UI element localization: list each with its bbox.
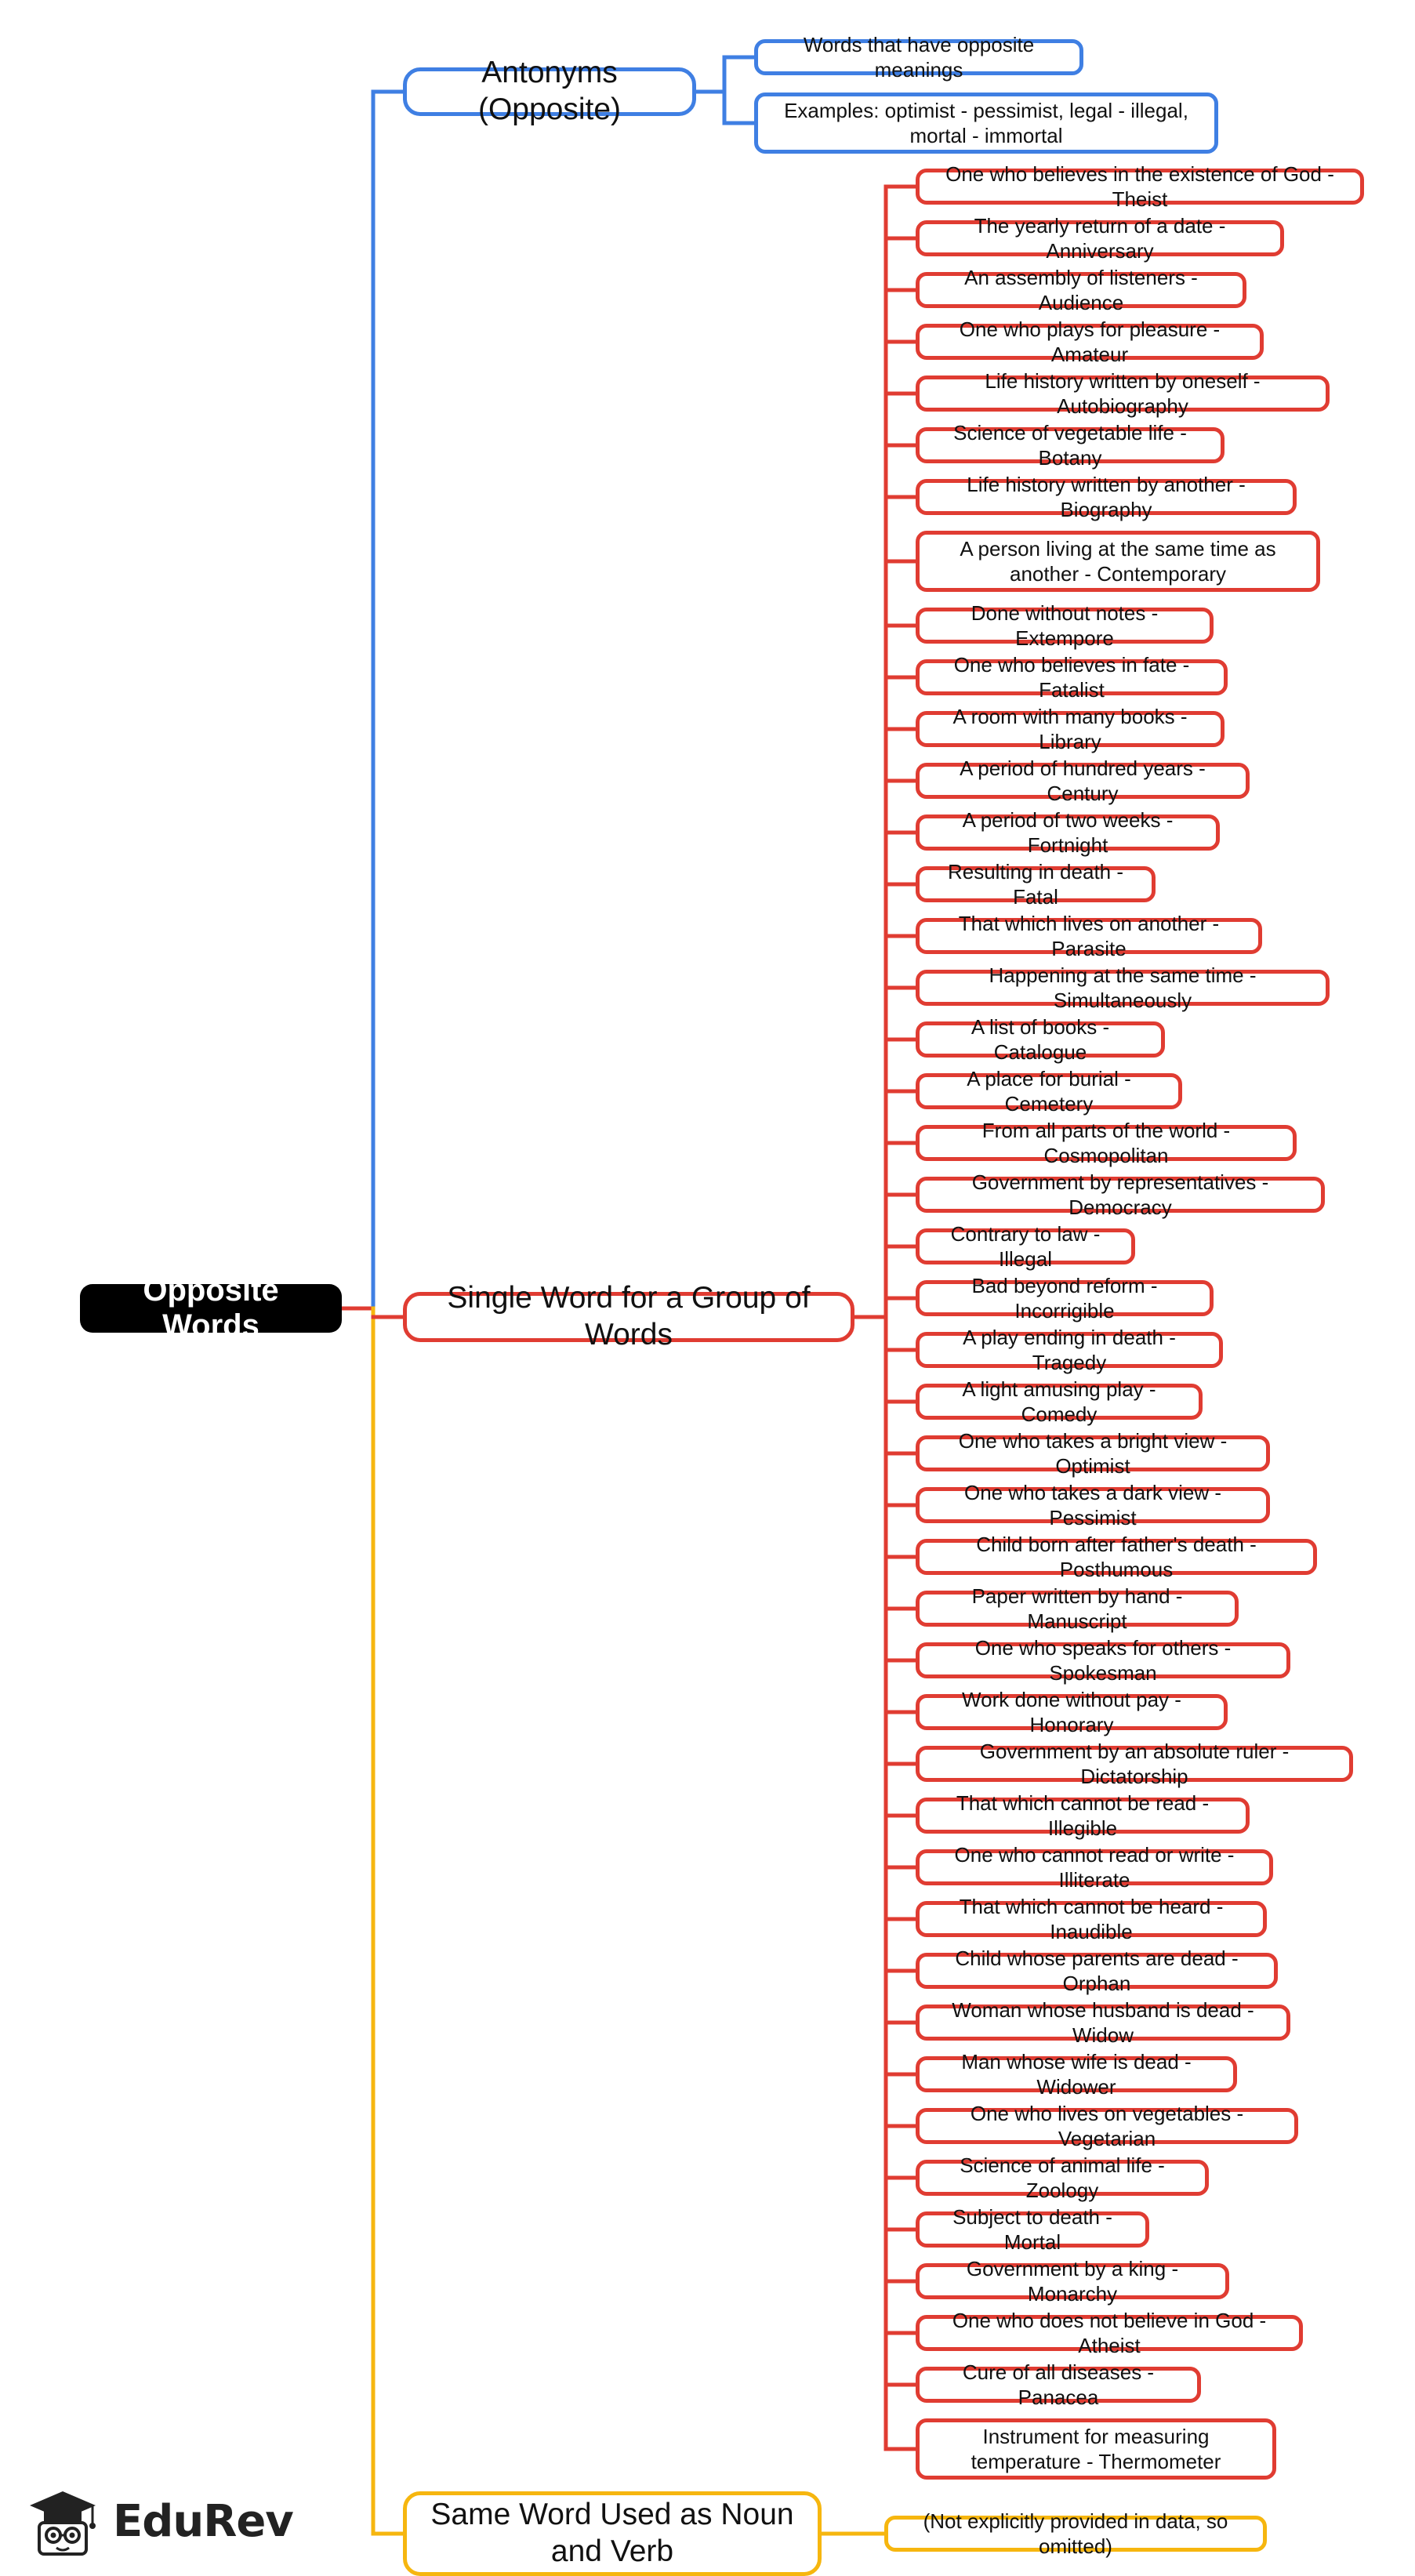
single-word-leaf: A period of hundred years - Century (916, 763, 1250, 799)
single-word-leaf: A place for burial - Cemetery (916, 1073, 1182, 1109)
graduate-owl-icon (25, 2485, 100, 2557)
single-word-leaf: Happening at the same time - Simultaneously (916, 970, 1330, 1006)
single-word-leaf: One who speaks for others - Spokesman (916, 1642, 1290, 1678)
single-word-leaf: One who believes in fate - Fatalist (916, 659, 1228, 695)
single-word-leaf: That which lives on another - Parasite (916, 918, 1262, 954)
single-word-leaf: Government by an absolute ruler - Dictatorship (916, 1746, 1353, 1782)
single-word-leaf: From all parts of the world - Cosmopolitan (916, 1125, 1297, 1161)
single-word-leaf: Science of vegetable life - Botany (916, 427, 1225, 463)
single-word-leaf: One who takes a bright view - Optimist (916, 1435, 1270, 1471)
edurev-logo (25, 2483, 293, 2559)
single-word-leaf: Work done without pay - Honorary (916, 1694, 1228, 1730)
single-word-leaf: Government by a king - Monarchy (916, 2263, 1229, 2299)
branch-single-word: Single Word for a Group of Words (403, 1292, 854, 1342)
single-word-leaf: Subject to death - Mortal (916, 2211, 1149, 2248)
single-word-leaf: One who cannot read or write - Illiterate (916, 1849, 1273, 1885)
single-word-leaf: One who does not believe in God - Atheist (916, 2315, 1303, 2351)
single-word-leaf: Life history written by oneself - Autobiography (916, 376, 1330, 412)
branch-antonyms: Antonyms (Opposite) (403, 67, 696, 116)
single-word-leaf: A person living at the same time as another - Contemporary (916, 531, 1320, 592)
single-word-leaf: One who believes in the existence of God - Theist (916, 169, 1364, 205)
root-node: Opposite Words (80, 1284, 342, 1333)
single-word-leaf: Child born after father's death - Posthumous (916, 1539, 1317, 1575)
single-word-leaf: A room with many books - Library (916, 711, 1225, 747)
single-word-leaf: The yearly return of a date - Anniversary (916, 220, 1284, 256)
single-word-leaf: Paper written by hand - Manuscript (916, 1591, 1239, 1627)
single-word-leaf: Woman whose husband is dead - Widow (916, 2005, 1290, 2041)
single-word-leaf: Child whose parents are dead - Orphan (916, 1953, 1278, 1989)
noun-verb-leaf: (Not explicitly provided in data, so omitted) (884, 2516, 1267, 2552)
single-word-leaf: One who takes a dark view - Pessimist (916, 1487, 1270, 1523)
antonyms-leaf: Examples: optimist - pessimist, legal - illegal, mortal - immortal (754, 93, 1218, 154)
single-word-leaf: Contrary to law - Illegal (916, 1228, 1135, 1264)
logo-text: EduRev (113, 2495, 293, 2547)
single-word-leaf: A list of books - Catalogue (916, 1021, 1165, 1058)
single-word-leaf: Instrument for measuring temperature - Thermometer (916, 2418, 1276, 2480)
single-word-leaf: That which cannot be read - Illegible (916, 1798, 1250, 1834)
single-word-leaf: Bad beyond reform - Incorrigible (916, 1280, 1214, 1316)
single-word-leaf: A play ending in death - Tragedy (916, 1332, 1223, 1368)
single-word-leaf: A light amusing play - Comedy (916, 1384, 1203, 1420)
single-word-leaf: Resulting in death - Fatal (916, 866, 1156, 902)
single-word-leaf: Life history written by another - Biography (916, 479, 1297, 515)
single-word-leaf: One who plays for pleasure - Amateur (916, 324, 1264, 360)
branch-noun-verb: Same Word Used as Noun and Verb (403, 2491, 822, 2576)
single-word-leaf: Cure of all diseases - Panacea (916, 2367, 1201, 2403)
single-word-leaf: An assembly of listeners - Audience (916, 272, 1246, 308)
single-word-leaf: Done without notes - Extempore (916, 608, 1214, 644)
single-word-leaf: Man whose wife is dead - Widower (916, 2056, 1237, 2092)
single-word-leaf: A period of two weeks - Fortnight (916, 815, 1220, 851)
single-word-leaf: Government by representatives - Democracy (916, 1177, 1325, 1213)
single-word-leaf: Science of animal life - Zoology (916, 2160, 1209, 2196)
single-word-leaf: One who lives on vegetables - Vegetarian (916, 2108, 1298, 2144)
single-word-leaf: That which cannot be heard - Inaudible (916, 1901, 1267, 1937)
antonyms-leaf: Words that have opposite meanings (754, 39, 1083, 75)
